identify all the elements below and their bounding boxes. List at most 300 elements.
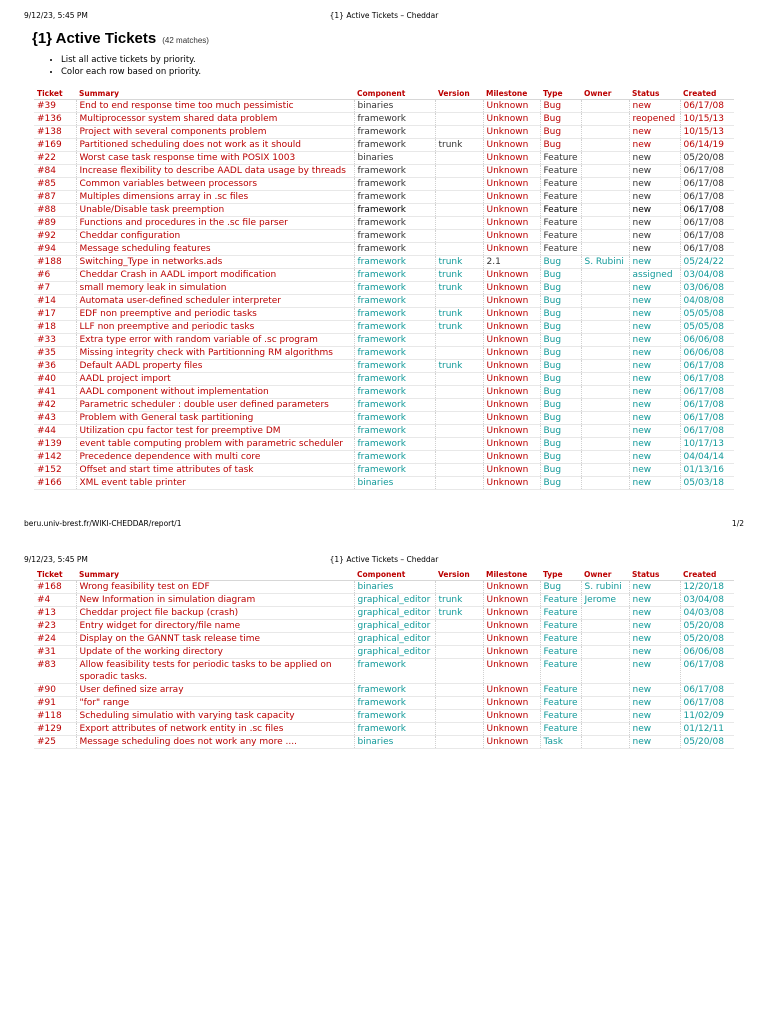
ticket-milestone: Unknown (483, 451, 540, 464)
column-header-created[interactable]: Created (680, 569, 734, 581)
print-page-number: 1/2 (731, 519, 744, 528)
ticket-type: Feature (540, 607, 581, 620)
ticket-link[interactable]: #7 (34, 282, 76, 295)
ticket-type: Bug (540, 126, 581, 139)
ticket-link[interactable]: #40 (34, 373, 76, 386)
ticket-type: Feature (540, 191, 581, 204)
column-header-version[interactable]: Version (435, 88, 483, 100)
ticket-summary[interactable]: Update of the working directory (76, 646, 354, 659)
ticket-link[interactable]: #25 (34, 736, 76, 749)
ticket-link[interactable]: #142 (34, 451, 76, 464)
ticket-milestone: Unknown (483, 399, 540, 412)
ticket-owner (581, 230, 629, 243)
ticket-summary[interactable]: Missing integrity check with Partitionning RM algorithms (76, 347, 354, 360)
ticket-link[interactable]: #188 (34, 256, 76, 269)
ticket-version (435, 477, 483, 490)
column-header-created[interactable]: Created (680, 88, 734, 100)
ticket-link[interactable]: #118 (34, 710, 76, 723)
ticket-created: 05/24/22 (680, 256, 734, 269)
ticket-milestone: Unknown (483, 633, 540, 646)
ticket-link[interactable]: #13 (34, 607, 76, 620)
ticket-created: 06/17/08 (680, 659, 734, 684)
ticket-owner (581, 165, 629, 178)
ticket-component: binaries (354, 477, 435, 490)
ticket-link[interactable]: #35 (34, 347, 76, 360)
ticket-owner (581, 191, 629, 204)
column-header-type[interactable]: Type (540, 88, 581, 100)
ticket-milestone: Unknown (483, 438, 540, 451)
table-row[interactable] (34, 269, 734, 282)
page-title (32, 30, 209, 47)
ticket-type: Bug (540, 269, 581, 282)
table-row[interactable] (34, 178, 734, 191)
ticket-owner (581, 710, 629, 723)
table-row[interactable] (34, 334, 734, 347)
ticket-owner (581, 282, 629, 295)
column-header-milestone[interactable]: Milestone (483, 569, 540, 581)
ticket-summary[interactable]: event table computing problem with parametric scheduler (76, 438, 354, 451)
column-header-owner[interactable]: Owner (581, 88, 629, 100)
ticket-created: 12/20/18 (680, 581, 734, 594)
ticket-type: Bug (540, 386, 581, 399)
ticket-version: trunk (435, 269, 483, 282)
ticket-milestone: Unknown (483, 477, 540, 490)
table-row[interactable] (34, 633, 734, 646)
ticket-milestone: Unknown (483, 659, 540, 684)
column-header-component[interactable]: Component (354, 569, 435, 581)
ticket-milestone: Unknown (483, 113, 540, 126)
column-header-milestone[interactable]: Milestone (483, 88, 540, 100)
ticket-component: framework (354, 334, 435, 347)
ticket-component: framework (354, 464, 435, 477)
ticket-summary[interactable]: Switching_Type in networks.ads (76, 256, 354, 269)
ticket-milestone: Unknown (483, 360, 540, 373)
ticket-owner (581, 139, 629, 152)
ticket-summary[interactable]: XML event table printer (76, 477, 354, 490)
column-header-summary[interactable]: Summary (76, 569, 354, 581)
table-row[interactable] (34, 736, 734, 749)
ticket-milestone: Unknown (483, 308, 540, 321)
ticket-status: new (629, 178, 680, 191)
ticket-summary[interactable]: Message scheduling features (76, 243, 354, 256)
ticket-version: trunk (435, 308, 483, 321)
ticket-milestone: Unknown (483, 204, 540, 217)
table-row[interactable] (34, 217, 734, 230)
ticket-owner (581, 126, 629, 139)
report-title: {1} Active Tickets (32, 30, 157, 47)
ticket-version (435, 399, 483, 412)
ticket-type: Feature (540, 178, 581, 191)
ticket-link[interactable]: #152 (34, 464, 76, 477)
ticket-milestone: Unknown (483, 373, 540, 386)
ticket-version (435, 100, 483, 113)
ticket-summary[interactable]: Unable/Disable task preemption (76, 204, 354, 217)
ticket-type: Feature (540, 723, 581, 736)
table-row[interactable] (34, 191, 734, 204)
table-row[interactable] (34, 464, 734, 477)
ticket-status: new (629, 736, 680, 749)
ticket-created: 11/02/09 (680, 710, 734, 723)
ticket-component: framework (354, 386, 435, 399)
table-row[interactable] (34, 308, 734, 321)
ticket-component: graphical_editor (354, 646, 435, 659)
ticket-status: reopened (629, 113, 680, 126)
ticket-version (435, 425, 483, 438)
ticket-owner (581, 451, 629, 464)
ticket-owner (581, 425, 629, 438)
ticket-summary[interactable]: "for" range (76, 697, 354, 710)
ticket-summary[interactable]: Display on the GANNT task release time (76, 633, 354, 646)
ticket-milestone: Unknown (483, 412, 540, 425)
table-row[interactable] (34, 659, 734, 684)
ticket-summary[interactable]: Multiples dimensions array in .sc files (76, 191, 354, 204)
table-row[interactable] (34, 100, 734, 113)
ticket-summary[interactable]: AADL component without implementation (76, 386, 354, 399)
table-row[interactable] (34, 697, 734, 710)
column-header-status[interactable]: Status (629, 88, 680, 100)
column-header-version[interactable]: Version (435, 569, 483, 581)
ticket-summary[interactable]: LLF non preemptive and periodic tasks (76, 321, 354, 334)
column-header-component[interactable]: Component (354, 88, 435, 100)
ticket-component: framework (354, 438, 435, 451)
ticket-component: framework (354, 256, 435, 269)
ticket-version (435, 373, 483, 386)
ticket-type: Feature (540, 697, 581, 710)
ticket-owner (581, 360, 629, 373)
ticket-link[interactable]: #87 (34, 191, 76, 204)
ticket-owner (581, 607, 629, 620)
ticket-link[interactable]: #36 (34, 360, 76, 373)
ticket-type: Feature (540, 243, 581, 256)
ticket-link[interactable]: #88 (34, 204, 76, 217)
print-header-page1 (24, 11, 744, 21)
table-row[interactable] (34, 684, 734, 697)
column-header-type[interactable]: Type (540, 569, 581, 581)
ticket-type: Bug (540, 477, 581, 490)
ticket-status: new (629, 425, 680, 438)
ticket-summary[interactable]: End to end response time too much pessimistic (76, 100, 354, 113)
ticket-component: framework (354, 269, 435, 282)
table-row[interactable] (34, 646, 734, 659)
ticket-link[interactable]: #14 (34, 295, 76, 308)
ticket-status: new (629, 386, 680, 399)
ticket-summary[interactable]: Precedence dependence with multi core (76, 451, 354, 464)
ticket-version (435, 581, 483, 594)
ticket-summary[interactable]: Default AADL property files (76, 360, 354, 373)
table-row[interactable] (34, 321, 734, 334)
ticket-status: new (629, 697, 680, 710)
ticket-component: framework (354, 191, 435, 204)
table-row[interactable] (34, 243, 734, 256)
table-row[interactable] (34, 386, 734, 399)
ticket-summary[interactable]: Message scheduling does not work any more .... (76, 736, 354, 749)
ticket-link[interactable]: #22 (34, 152, 76, 165)
ticket-link[interactable]: #39 (34, 100, 76, 113)
ticket-type: Feature (540, 620, 581, 633)
ticket-status: new (629, 152, 680, 165)
ticket-status: new (629, 412, 680, 425)
tickets-table-page2 (34, 569, 734, 749)
ticket-created: 06/17/08 (680, 360, 734, 373)
ticket-version (435, 113, 483, 126)
table-row[interactable] (34, 113, 734, 126)
ticket-link[interactable]: #92 (34, 230, 76, 243)
ticket-status: assigned (629, 269, 680, 282)
ticket-owner (581, 295, 629, 308)
ticket-type: Bug (540, 308, 581, 321)
ticket-type: Feature (540, 204, 581, 217)
ticket-status: new (629, 684, 680, 697)
ticket-summary[interactable]: Partitioned scheduling does not work as it should (76, 139, 354, 152)
ticket-status: new (629, 230, 680, 243)
ticket-link[interactable]: #84 (34, 165, 76, 178)
ticket-created: 06/17/08 (680, 165, 734, 178)
ticket-type: Bug (540, 282, 581, 295)
table-row[interactable] (34, 425, 734, 438)
ticket-component: framework (354, 217, 435, 230)
ticket-summary[interactable]: Common variables between processors (76, 178, 354, 191)
ticket-owner (581, 347, 629, 360)
ticket-owner (581, 113, 629, 126)
ticket-summary[interactable]: Wrong feasibility test on EDF (76, 581, 354, 594)
ticket-link[interactable]: #166 (34, 477, 76, 490)
table-row[interactable] (34, 710, 734, 723)
ticket-summary[interactable]: Offset and start time attributes of task (76, 464, 354, 477)
ticket-created: 10/15/13 (680, 113, 734, 126)
ticket-component: framework (354, 684, 435, 697)
ticket-summary[interactable]: Utilization cpu factor test for preemptive DM (76, 425, 354, 438)
ticket-link[interactable]: #43 (34, 412, 76, 425)
ticket-version (435, 334, 483, 347)
ticket-status: new (629, 373, 680, 386)
ticket-link[interactable]: #83 (34, 659, 76, 684)
ticket-created: 06/17/08 (680, 217, 734, 230)
ticket-version (435, 451, 483, 464)
column-header-summary[interactable]: Summary (76, 88, 354, 100)
table-row[interactable] (34, 451, 734, 464)
ticket-link[interactable]: #168 (34, 581, 76, 594)
ticket-version (435, 723, 483, 736)
ticket-link[interactable]: #91 (34, 697, 76, 710)
ticket-component: binaries (354, 152, 435, 165)
ticket-version (435, 646, 483, 659)
ticket-link[interactable]: #41 (34, 386, 76, 399)
ticket-status: new (629, 126, 680, 139)
ticket-milestone: Unknown (483, 334, 540, 347)
ticket-link[interactable]: #136 (34, 113, 76, 126)
ticket-version (435, 165, 483, 178)
table-row[interactable] (34, 347, 734, 360)
ticket-created: 10/17/13 (680, 438, 734, 451)
ticket-component: graphical_editor (354, 633, 435, 646)
ticket-link[interactable]: #89 (34, 217, 76, 230)
column-header-ticket[interactable]: Ticket (34, 88, 76, 100)
ticket-type: Bug (540, 451, 581, 464)
ticket-summary[interactable]: Problem with General task partitioning (76, 412, 354, 425)
ticket-component: framework (354, 126, 435, 139)
ticket-summary[interactable]: small memory leak in simulation (76, 282, 354, 295)
ticket-type: Bug (540, 581, 581, 594)
ticket-link[interactable]: #138 (34, 126, 76, 139)
ticket-link[interactable]: #42 (34, 399, 76, 412)
ticket-owner (581, 464, 629, 477)
ticket-summary[interactable]: EDF non preemptive and periodic tasks (76, 308, 354, 321)
table-row[interactable] (34, 295, 734, 308)
table-row[interactable] (34, 165, 734, 178)
ticket-version: trunk (435, 360, 483, 373)
ticket-milestone: Unknown (483, 594, 540, 607)
ticket-owner (581, 243, 629, 256)
ticket-created: 01/13/16 (680, 464, 734, 477)
ticket-version (435, 204, 483, 217)
ticket-status: new (629, 139, 680, 152)
ticket-link[interactable]: #33 (34, 334, 76, 347)
column-header-owner[interactable]: Owner (581, 569, 629, 581)
ticket-created: 06/17/08 (680, 386, 734, 399)
ticket-created: 05/20/08 (680, 736, 734, 749)
table-row[interactable] (34, 594, 734, 607)
ticket-owner (581, 100, 629, 113)
ticket-link[interactable]: #23 (34, 620, 76, 633)
ticket-summary[interactable]: AADL project import (76, 373, 354, 386)
ticket-status: new (629, 607, 680, 620)
ticket-type: Feature (540, 152, 581, 165)
ticket-link[interactable]: #4 (34, 594, 76, 607)
table-row[interactable] (34, 723, 734, 736)
ticket-link[interactable]: #17 (34, 308, 76, 321)
ticket-summary[interactable]: Entry widget for directory/file name (76, 620, 354, 633)
ticket-owner: Jerome (581, 594, 629, 607)
table-row[interactable] (34, 412, 734, 425)
ticket-status: new (629, 334, 680, 347)
ticket-type: Bug (540, 373, 581, 386)
ticket-owner (581, 204, 629, 217)
table-row[interactable] (34, 139, 734, 152)
ticket-component: binaries (354, 581, 435, 594)
ticket-milestone: Unknown (483, 464, 540, 477)
column-header-ticket[interactable]: Ticket (34, 569, 76, 581)
ticket-summary[interactable]: Cheddar project file backup (crash) (76, 607, 354, 620)
ticket-summary[interactable]: Export attributes of network entity in .sc files (76, 723, 354, 736)
ticket-link[interactable]: #169 (34, 139, 76, 152)
ticket-summary[interactable]: Functions and procedures in the .sc file parser (76, 217, 354, 230)
print-doc-title: {1} Active Tickets – Cheddar (329, 11, 439, 20)
table-row[interactable] (34, 204, 734, 217)
ticket-owner (581, 697, 629, 710)
table-row[interactable] (34, 282, 734, 295)
ticket-link[interactable]: #18 (34, 321, 76, 334)
ticket-created: 06/06/08 (680, 646, 734, 659)
ticket-link[interactable]: #90 (34, 684, 76, 697)
ticket-type: Feature (540, 594, 581, 607)
ticket-owner (581, 723, 629, 736)
ticket-component: framework (354, 282, 435, 295)
ticket-summary[interactable]: Cheddar configuration (76, 230, 354, 243)
ticket-status: new (629, 451, 680, 464)
ticket-summary[interactable]: Scheduling simulatio with varying task capacity (76, 710, 354, 723)
ticket-summary[interactable]: Multiprocessor system shared data problem (76, 113, 354, 126)
ticket-milestone: Unknown (483, 425, 540, 438)
ticket-type: Feature (540, 165, 581, 178)
ticket-link[interactable]: #94 (34, 243, 76, 256)
ticket-status: new (629, 204, 680, 217)
table-row[interactable] (34, 438, 734, 451)
ticket-link[interactable]: #6 (34, 269, 76, 282)
ticket-link[interactable]: #24 (34, 633, 76, 646)
ticket-type: Feature (540, 710, 581, 723)
table-row[interactable] (34, 581, 734, 594)
ticket-summary[interactable]: New Information in simulation diagram (76, 594, 354, 607)
ticket-version (435, 659, 483, 684)
ticket-version (435, 633, 483, 646)
ticket-version: trunk (435, 321, 483, 334)
ticket-milestone: Unknown (483, 178, 540, 191)
ticket-summary[interactable]: Cheddar Crash in AADL import modification (76, 269, 354, 282)
ticket-component: framework (354, 723, 435, 736)
table-row[interactable] (34, 256, 734, 269)
ticket-component: framework (354, 113, 435, 126)
table-row[interactable] (34, 477, 734, 490)
ticket-summary[interactable]: User defined size array (76, 684, 354, 697)
ticket-status: new (629, 659, 680, 684)
ticket-milestone: Unknown (483, 282, 540, 295)
ticket-version: trunk (435, 139, 483, 152)
table-row[interactable] (34, 373, 734, 386)
table-row[interactable] (34, 230, 734, 243)
ticket-owner (581, 736, 629, 749)
ticket-owner (581, 399, 629, 412)
ticket-created: 06/17/08 (680, 191, 734, 204)
ticket-created: 01/12/11 (680, 723, 734, 736)
ticket-summary[interactable]: Automata user-defined scheduler interpreter (76, 295, 354, 308)
description-item: • Color each row based on priority. (61, 66, 201, 78)
table-row[interactable] (34, 607, 734, 620)
ticket-version (435, 412, 483, 425)
table-row[interactable] (34, 360, 734, 373)
ticket-summary[interactable]: Project with several components problem (76, 126, 354, 139)
ticket-status: new (629, 243, 680, 256)
column-header-status[interactable]: Status (629, 569, 680, 581)
ticket-status: new (629, 620, 680, 633)
ticket-version (435, 217, 483, 230)
ticket-summary[interactable]: Increase flexibility to describe AADL data usage by threads (76, 165, 354, 178)
ticket-link[interactable]: #139 (34, 438, 76, 451)
ticket-status: new (629, 191, 680, 204)
table-row[interactable] (34, 620, 734, 633)
ticket-summary[interactable]: Worst case task response time with POSIX 1003 (76, 152, 354, 165)
ticket-created: 06/17/08 (680, 425, 734, 438)
ticket-link[interactable]: #31 (34, 646, 76, 659)
ticket-summary[interactable]: Allow feasibility tests for periodic tasks to be applied on sporadic tasks. (76, 659, 354, 684)
ticket-summary[interactable]: Parametric scheduler : double user defined parameters (76, 399, 354, 412)
table-row[interactable] (34, 152, 734, 165)
ticket-type: Feature (540, 659, 581, 684)
ticket-link[interactable]: #129 (34, 723, 76, 736)
ticket-version (435, 295, 483, 308)
ticket-summary[interactable]: Extra type error with random variable of .sc program (76, 334, 354, 347)
tickets-table-page1 (34, 88, 734, 490)
ticket-created: 06/17/08 (680, 412, 734, 425)
ticket-link[interactable]: #44 (34, 425, 76, 438)
ticket-component: graphical_editor (354, 607, 435, 620)
table-row[interactable] (34, 126, 734, 139)
table-header-row (34, 569, 734, 581)
ticket-link[interactable]: #85 (34, 178, 76, 191)
ticket-component: framework (354, 178, 435, 191)
ticket-status: new (629, 217, 680, 230)
ticket-owner: S. rubini (581, 581, 629, 594)
table-row[interactable] (34, 399, 734, 412)
